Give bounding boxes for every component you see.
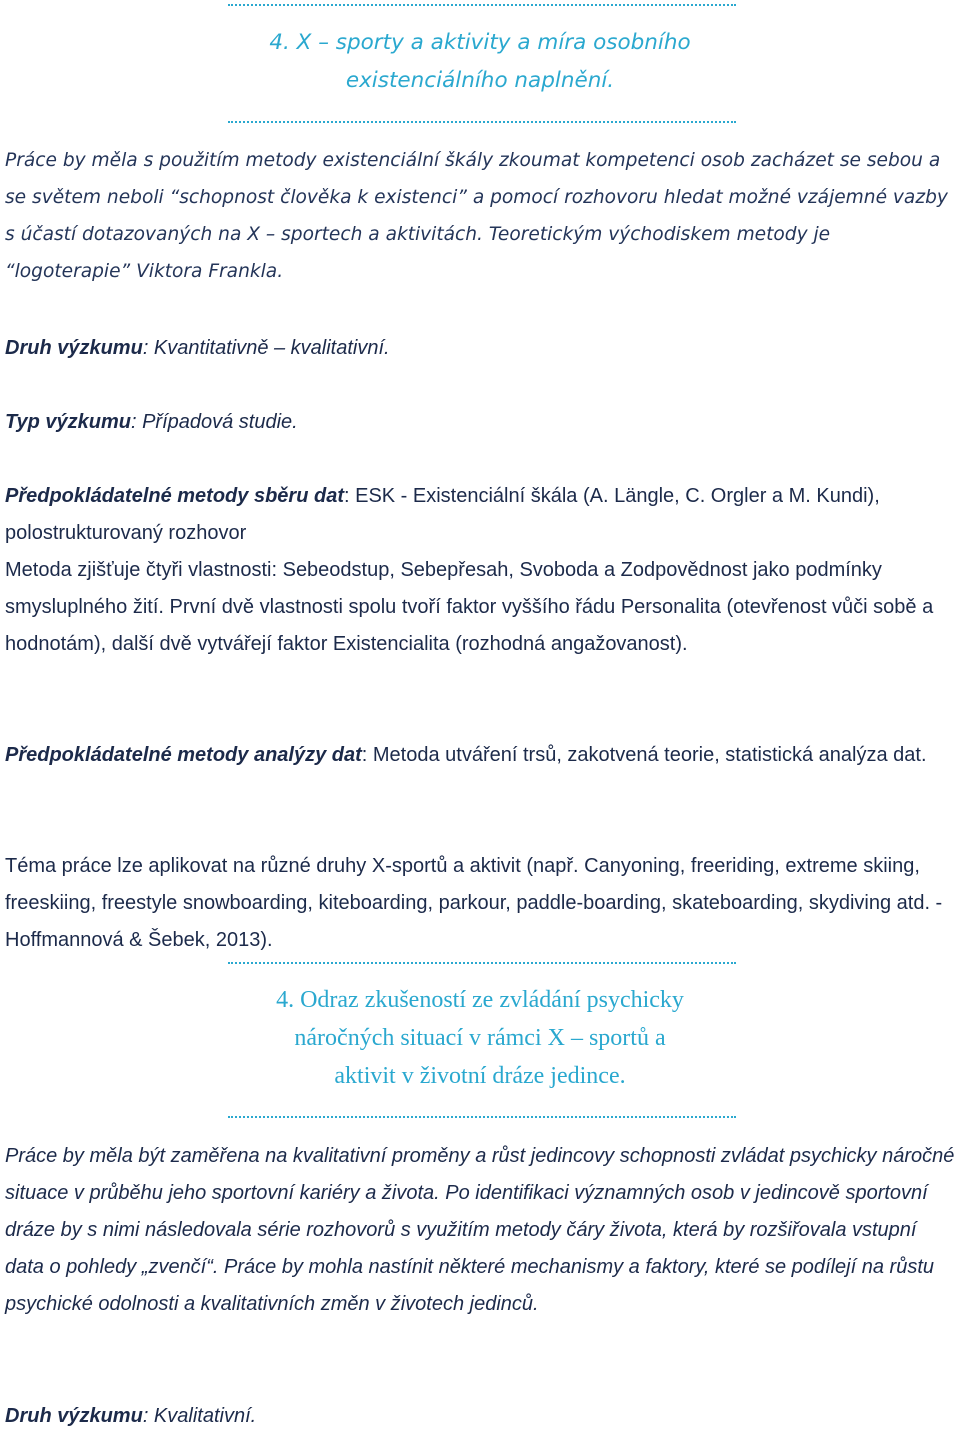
research-kind-value: : Kvalitativní. xyxy=(142,1405,257,1427)
section-title-line: existenciálního naplnění. xyxy=(345,68,615,93)
data-collection-label: Předpokládatelné metody sběru dat xyxy=(5,485,344,507)
topic-paragraph xyxy=(5,848,960,959)
section-title-line: aktivit v životní dráze jedince. xyxy=(334,1063,626,1089)
section-title-line: 4. Odraz zkušeností ze zvládání psychicky xyxy=(276,987,684,1013)
data-analysis-label: Předpokládatelné metody analýzy dat xyxy=(5,744,362,766)
section-title xyxy=(200,981,760,1095)
topic-text-continued: Canyoning, freeriding, extreme skiing, freeskiing, freestyle snowboarding, kiteboarding, parkour, paddle-boarding, skateboarding, skydiving atd. - Hoffmannová & Šebek, 2013). xyxy=(5,855,943,951)
research-kind xyxy=(5,330,390,367)
section-title xyxy=(200,24,760,100)
data-collection-value: : ESK - Existenciální škála (A. Längle, C. Orgler a M. Kundi), polostrukturovaný rozhovor xyxy=(5,485,880,544)
research-kind-label: Druh výzkumu xyxy=(5,337,143,359)
intro-paragraph: Práce by měla s použitím metody existenciální škály zkoumat kompetenci osob zacházet se sebou a se světem neboli “schopnost člověka k existenci” a pomocí rozhovoru hledat možné vzájemné vazby s účastí dotazovaných na X – sportech a aktivitách. Teoretickým východiskem metody je “logoterapie” Viktora Frankla. xyxy=(5,150,948,282)
section-title-line: náročných situací v rámci X – sportů a xyxy=(294,1025,666,1051)
dotted-divider xyxy=(228,962,736,964)
section-title-line: 4. X – sporty a aktivity a míra osobního xyxy=(269,30,691,55)
research-kind xyxy=(5,1398,256,1435)
method-text-continued: První dvě vlastnosti spolu tvoří faktor vyššího řádu Personalita (otevřenost vůči sobě a hodnotám), další dvě vytvářejí faktor Existencialita (rozhodná angažovanost). xyxy=(5,596,934,655)
intro-text-continued: Práce by mohla nastínit některé mechanismy a faktory, které se podílejí na růstu psychické odolnosti a kvalitativních změn v životech jedinců. xyxy=(5,1256,934,1315)
intro-text-continued: Po identifikaci významných osob v jedincově sportovní dráze by s nimi následovala série rozhovorů s využitím metody čáry života, která by rozšiřovala vstupní data o pohledy „zvenčí“. xyxy=(5,1182,928,1278)
research-type-value: : Případová studie. xyxy=(130,411,298,433)
data-collection-paragraph xyxy=(5,478,960,552)
research-kind-value: : Kvantitativně – kvalitativní. xyxy=(142,337,390,359)
data-analysis-value: : Metoda utváření trsů, zakotvená teorie, statistická analýza dat. xyxy=(361,744,927,766)
dotted-divider xyxy=(228,4,736,6)
intro-paragraph xyxy=(5,1138,960,1323)
data-analysis-paragraph xyxy=(5,737,960,774)
method-text: Metoda zjišťuje čtyři vlastnosti: Sebeodstup, Sebepřesah, Svoboda a Zodpovědnost jako podmínky smysluplného žití. xyxy=(5,559,882,618)
topic-text: Téma práce lze aplikovat na různé druhy X-sportů a aktivit (např. xyxy=(5,855,579,877)
method-paragraph xyxy=(5,552,960,663)
research-kind-label: Druh výzkumu xyxy=(5,1405,143,1427)
research-type-label: Typ výzkumu xyxy=(5,411,131,433)
intro-text: Práce by měla být zaměřena na kvalitativní proměny a růst jedincovy schopnosti zvládat psychicky náročné situace v průběhu jeho sportovní kariéry a života. xyxy=(5,1145,955,1204)
dotted-divider xyxy=(228,1116,736,1118)
research-type xyxy=(5,404,298,441)
dotted-divider xyxy=(228,121,736,123)
